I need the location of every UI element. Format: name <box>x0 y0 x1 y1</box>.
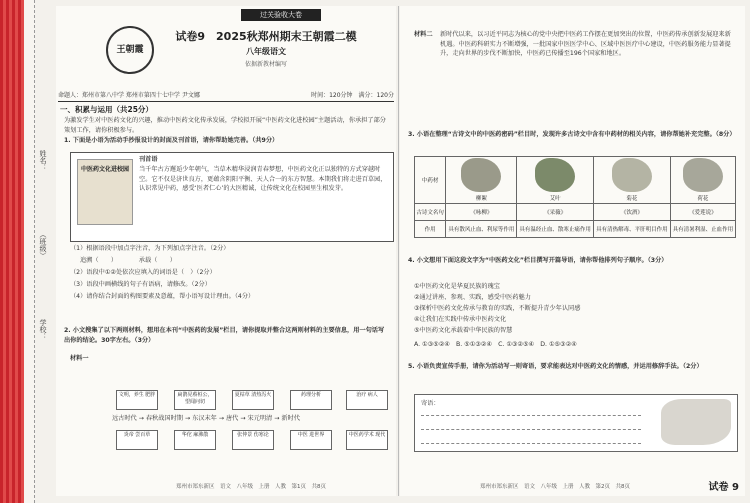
q4-item: ②通过讲座、参观、实践，感受中医药魅力 <box>414 294 531 301</box>
herb-row-header: 古诗文名句 <box>415 204 446 221</box>
q4-item: ④让我们在实践中传承中医药文化 <box>414 316 507 323</box>
herb-row-header: 作用 <box>415 221 446 238</box>
material-2-label: 材料二 <box>414 31 433 38</box>
message-label: 寄语： <box>421 400 440 407</box>
write-line <box>421 443 641 444</box>
herb-cell <box>670 157 735 204</box>
side-label-school: 学校： <box>39 319 47 340</box>
question-1: 1. 下面是小语为活动手抄报设计的封面及刊首语，请你帮助她完善。（共9分） <box>64 137 279 144</box>
herb-use: 具有温经止血、散寒止痛作用 <box>517 221 594 238</box>
brand-logo: 王朝霞 <box>106 26 154 74</box>
herb-row-header: 中药材 <box>415 157 446 204</box>
meta-authors: 命题人：郑州市第八中学 郑州市第四十七中学 尹文娜 <box>58 92 200 99</box>
side-label-class: （班级） <box>39 231 47 259</box>
footer-left: 郑州市郑东新区 语文 八年级 上册 人教 第1页 共8页 <box>176 484 327 490</box>
q1-sub-3: （3）语段中画横线的句子有语病，请修改。（2分） <box>70 281 211 288</box>
exam-title: 试卷9 2025秋郑州期末王朝霞二模 <box>175 30 357 43</box>
herb-use: 具有清热解毒、平肝明目作用 <box>594 221 671 238</box>
chip: 文明，养生 肥胖 <box>116 390 158 410</box>
exam-note: 依据新教材编写 <box>244 61 287 68</box>
page-divider <box>398 6 399 496</box>
chip: 华佗 麻沸散 <box>174 430 216 450</box>
chip: 中医药学术 现代 <box>346 430 388 450</box>
left-page <box>56 6 396 496</box>
herb-use: 具有清暑利湿、止血作用 <box>670 221 735 238</box>
herb-image-icon <box>535 158 575 192</box>
meta-time: 时间：120分钟 满分：120分 <box>311 92 394 99</box>
chip: 治疗 病人 <box>346 390 388 410</box>
chip: 炎帝 尝百草 <box>116 430 158 450</box>
intro-text: 为激发学生对中医药文化的兴趣，推动中医药文化传承发展，学校拟开展“中医药文化进校园”主题活动，你承担了部分策划工作，请你积极参与。 <box>64 117 386 134</box>
side-labels <box>38 150 50 400</box>
question-3: 3. 小语在整理“古诗文中的中医药密码”栏目时，发现许多古诗文中含有中药材的相关内容，请你帮她补充完整。（8分） <box>408 131 736 138</box>
herb-name: 荷花 <box>697 196 709 202</box>
chip: 药理分析 <box>290 390 332 410</box>
title-block <box>156 28 376 68</box>
q4-options: A. ①③⑤②④ B. ⑤①③②④ C. ①③②⑤④ D. ①⑤③②④ <box>414 341 577 348</box>
chip: 张仲景 伤寒论 <box>232 430 274 450</box>
q4-item: ⑤中医药文化承载着中华民族的智慧 <box>414 327 513 334</box>
poster-box <box>70 152 394 242</box>
herb-sketch-icon <box>661 399 731 445</box>
poster-preface-label: 刊首语 <box>139 156 158 163</box>
herb-name: 柳絮 <box>475 196 487 202</box>
herb-cell <box>594 157 671 204</box>
poster-text: 当千年古方邂逅少年朝气，当草木精华浸润青春梦想，中医药文化正以独特的方式穿越时空。它不仅是济世良方，更蕴含阴阳平衡、天人合一的东方智慧。本期我们将走进百草园，认识常见中药，感受‘医者仁心’的大医精诚，让传统文化在校园里生根发芽。 <box>139 166 387 193</box>
exam-number: 试卷 9 <box>708 482 739 493</box>
herb-image-icon <box>461 158 501 192</box>
q1-sub-4: （4）请你结合封面的构图要素及意蕴，帮小语写设计理由。（4分） <box>70 293 255 300</box>
herb-name: 菊花 <box>626 196 638 202</box>
question-2: 2. 小文搜集了以下两则材料，想用在本刊“中医药的发展”栏目，请你提取并整合这两则材料的主要信息，用一句话写出你的结论。30字左右。（3分） <box>64 327 385 344</box>
herb-quote: 《饮酒》 <box>594 204 671 221</box>
timeline-flow: 远古时代 → 春秋战国时期 → 东汉末年 → 唐代 → 宋元明清 → 新时代 <box>112 415 300 422</box>
herb-cell <box>446 157 517 204</box>
message-box[interactable] <box>414 394 738 452</box>
side-label-name: 姓名： <box>39 150 47 171</box>
banner: 过关验收大卷 <box>241 9 321 21</box>
herb-quote: 《爱莲说》 <box>670 204 735 221</box>
herb-cell <box>517 157 594 204</box>
q4-item: ③探析中医药文化传承与教育的实践，不断提升青少年认同感 <box>414 305 581 312</box>
chip: 夏枯草 清热泻火 <box>232 390 274 410</box>
q1-sub-1: （1）根据语段中加点字注音，为下列加点字注音。（2分） <box>70 245 230 252</box>
binding-strip <box>24 0 35 503</box>
herb-use: 具有散风止血、利尿等作用 <box>446 221 517 238</box>
footer-right: 郑州市郑东新区 语文 八年级 上册 人教 第2页 共8页 <box>480 484 631 490</box>
section-heading: 一、积累与运用（共25分） <box>60 105 153 114</box>
poster-cover: 中医药文化进校园 <box>77 159 133 225</box>
write-line <box>421 429 641 430</box>
red-border <box>0 0 24 503</box>
material-2-text: 新时代以来，以习近平同志为核心的党中央把中医药工作摆在更加突出的位置，中医药传承创新发展迎来新机遇。中医药科研实力不断增强，一批国家中医医学中心、区域中医医疗中心建设，中医药服务能力显著提升，走向世界的步伐不断加快，中医药已传播至196个国家和地区。 <box>440 31 731 58</box>
herb-image-icon <box>612 158 652 192</box>
herb-image-icon <box>683 158 723 192</box>
chip: 中医 进世界 <box>290 430 332 450</box>
question-4: 4. 小文想用下面这段文字为“中医药文化”栏目撰写开篇导语，请你帮他排列句子顺序。（3分） <box>408 257 668 264</box>
q4-item: ①中医药文化是华夏民族的瑰宝 <box>414 283 500 290</box>
herb-name: 艾叶 <box>549 196 561 202</box>
herb-quote: 《咏柳》 <box>446 204 517 221</box>
chip: 扁鹊见蔡桓公，望闻问切 <box>174 390 216 410</box>
q1-sub-2: （2）语段中①②处依次应填入的词语是（ ）（2分） <box>70 269 216 276</box>
material-1-label: 材料一 <box>70 355 89 362</box>
exam-grade: 八年级语文 <box>246 47 286 56</box>
right-page <box>400 6 745 496</box>
herb-table <box>414 156 736 238</box>
write-line <box>421 415 641 416</box>
question-5: 5. 小语负责宣传手册，请你为活动写一则寄语，要求能表达对中医药文化的情感，并运用修辞手法。（2分） <box>408 363 703 370</box>
herb-quote: 《采薇》 <box>517 204 594 221</box>
meta-line <box>58 90 394 102</box>
q1-blank-line: 追溯（ ） 承载（ ） <box>80 257 176 264</box>
